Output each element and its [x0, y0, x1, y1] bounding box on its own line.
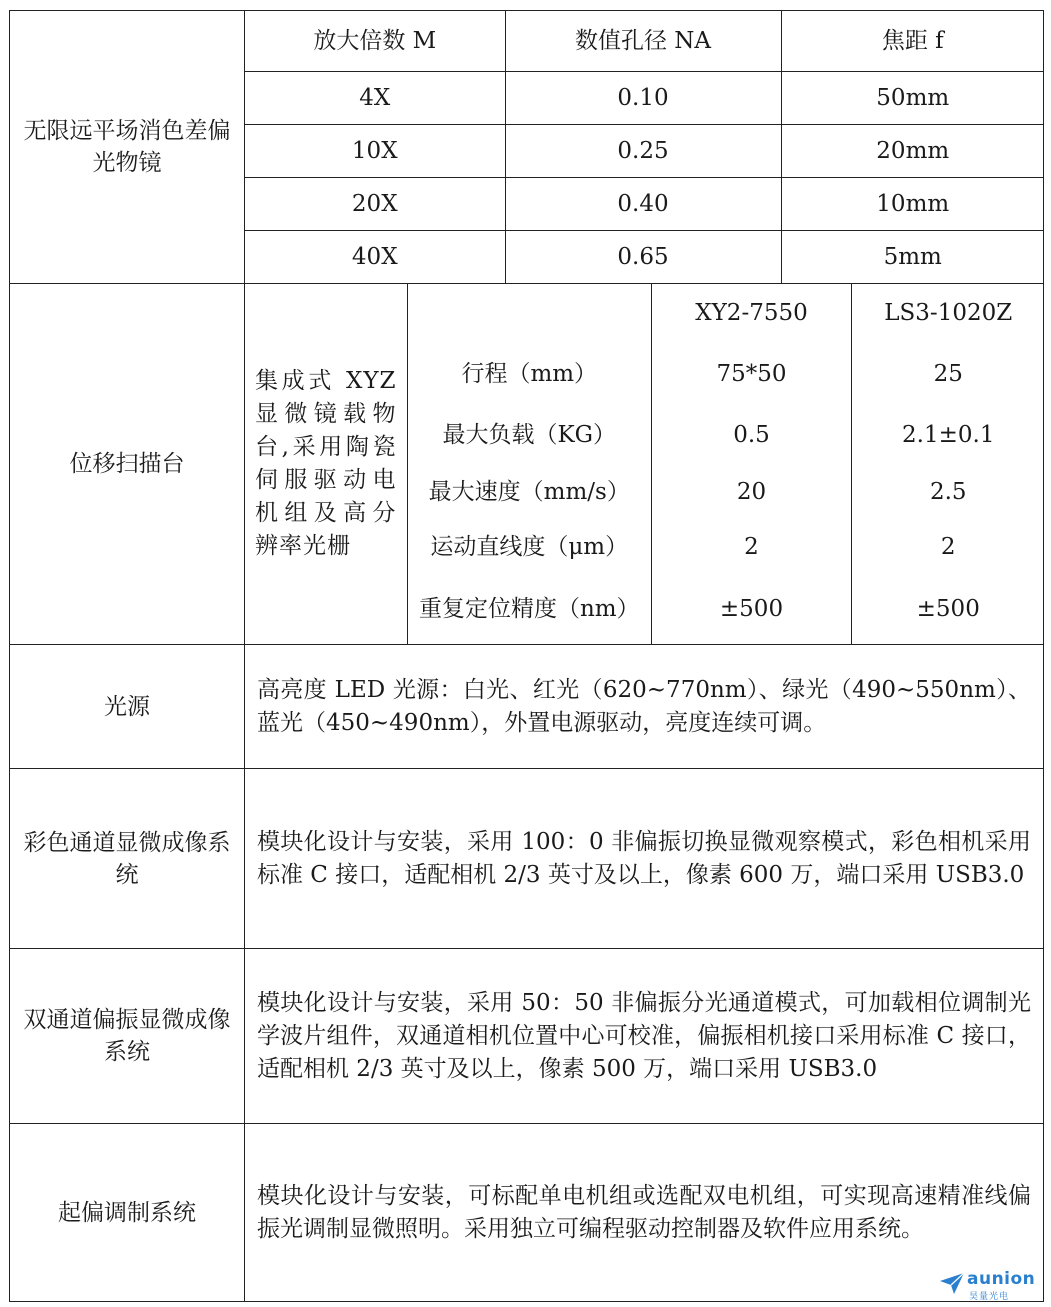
objective-cell: 0.10 — [505, 71, 781, 124]
stage-param: 最大速度（mm/s） — [408, 464, 652, 519]
stage-header-row — [408, 284, 1044, 342]
logo-sub: 昊量光电 — [969, 1292, 1010, 1302]
stage-block — [245, 284, 1044, 644]
stage-param: 行程（mm） — [408, 342, 652, 406]
table-row — [408, 406, 1044, 464]
table-row — [245, 177, 1044, 230]
objective-cell: 4X — [245, 71, 505, 124]
stage-subtable-cell — [407, 284, 1044, 644]
stage-value: ±500 — [852, 574, 1044, 644]
polarization-mod-description: 模块化设计与安装，可标配单电机组或选配双电机组，可实现高速精准线偏振光调制显微照明。采用独立可编程驱动控制器及软件应用系统。 — [245, 1124, 1044, 1302]
paper-plane-icon — [939, 1271, 965, 1295]
table-row — [408, 574, 1044, 644]
objective-cell: 20X — [245, 177, 505, 230]
table-row — [408, 519, 1044, 574]
dual-channel-section — [10, 949, 1044, 1124]
polarization-mod-section — [10, 1124, 1044, 1302]
table-row — [245, 230, 1044, 283]
light-source-label: 光源 — [10, 645, 245, 769]
stage-header-z: LS3-1020Z — [852, 284, 1044, 342]
objective-cell: 0.65 — [505, 230, 781, 283]
stage-value: 2 — [652, 519, 852, 574]
stage-header-blank — [408, 284, 652, 342]
objective-cell: 0.25 — [505, 124, 781, 177]
objective-subtable — [245, 11, 1044, 283]
spec-table — [9, 10, 1044, 1302]
objective-label: 无限远平场消色差偏光物镜 — [10, 11, 245, 284]
table-row — [245, 71, 1044, 124]
objective-subtable-cell — [245, 11, 1044, 284]
objective-header-magnification: 放大倍数 M — [245, 11, 505, 71]
spec-sheet — [9, 10, 1043, 1300]
stage-value: 75*50 — [652, 342, 852, 406]
objective-cell: 10X — [245, 124, 505, 177]
polarization-mod-label: 起偏调制系统 — [10, 1124, 245, 1302]
stage-value: 0.5 — [652, 406, 852, 464]
light-source-section — [10, 645, 1044, 769]
objective-cell: 5mm — [781, 230, 1044, 283]
stage-block-cell — [245, 284, 1044, 645]
stage-section — [10, 284, 1044, 645]
color-channel-label: 彩色通道显微成像系统 — [10, 769, 245, 949]
dual-channel-label: 双通道偏振显微成像系统 — [10, 949, 245, 1124]
stage-value: 20 — [652, 464, 852, 519]
objective-header-row — [245, 11, 1044, 71]
color-channel-description: 模块化设计与安装，采用 100：0 非偏振切换显微观察模式，彩色相机采用标准 C 接口，适配相机 2/3 英寸及以上，像素 600 万，端口采用 USB3.0 — [245, 769, 1044, 949]
table-row — [408, 464, 1044, 519]
objective-cell: 20mm — [781, 124, 1044, 177]
stage-header-xy: XY2-7550 — [652, 284, 852, 342]
color-channel-section — [10, 769, 1044, 949]
table-row — [245, 124, 1044, 177]
objective-cell: 50mm — [781, 71, 1044, 124]
objective-cell: 0.40 — [505, 177, 781, 230]
objective-cell: 40X — [245, 230, 505, 283]
stage-value: 2.5 — [852, 464, 1044, 519]
stage-value: 25 — [852, 342, 1044, 406]
stage-param: 运动直线度（μm） — [408, 519, 652, 574]
stage-subtable — [408, 284, 1044, 644]
stage-param: 最大负载（KG） — [408, 406, 652, 464]
stage-description: 集成式 XYZ 显微镜载物台,采用陶瓷伺服驱动电机组及高分辨率光栅 — [245, 284, 407, 644]
light-source-description: 高亮度 LED 光源：白光、红光（620~770nm）、绿光（490~550nm）、蓝光（450~490nm），外置电源驱动，亮度连续可调。 — [245, 645, 1044, 769]
stage-param: 重复定位精度（nm） — [408, 574, 652, 644]
objective-header-focal: 焦距 f — [781, 11, 1044, 71]
stage-value: ±500 — [652, 574, 852, 644]
stage-value: 2.1±0.1 — [852, 406, 1044, 464]
objective-header-na: 数值孔径 NA — [505, 11, 781, 71]
dual-channel-description: 模块化设计与安装，采用 50：50 非偏振分光通道模式，可加载相位调制光学波片组件，双通道相机位置中心可校准，偏振相机接口采用标准 C 接口，适配相机 2/3 英寸及以上，像素 500 万，端口采用 USB3.0 — [245, 949, 1044, 1124]
stage-value: 2 — [852, 519, 1044, 574]
table-row — [408, 342, 1044, 406]
objective-cell: 10mm — [781, 177, 1044, 230]
brand-logo — [939, 1269, 1039, 1302]
objective-section — [10, 11, 1044, 284]
stage-label: 位移扫描台 — [10, 284, 245, 645]
logo-brand: aunion — [967, 1269, 1036, 1289]
